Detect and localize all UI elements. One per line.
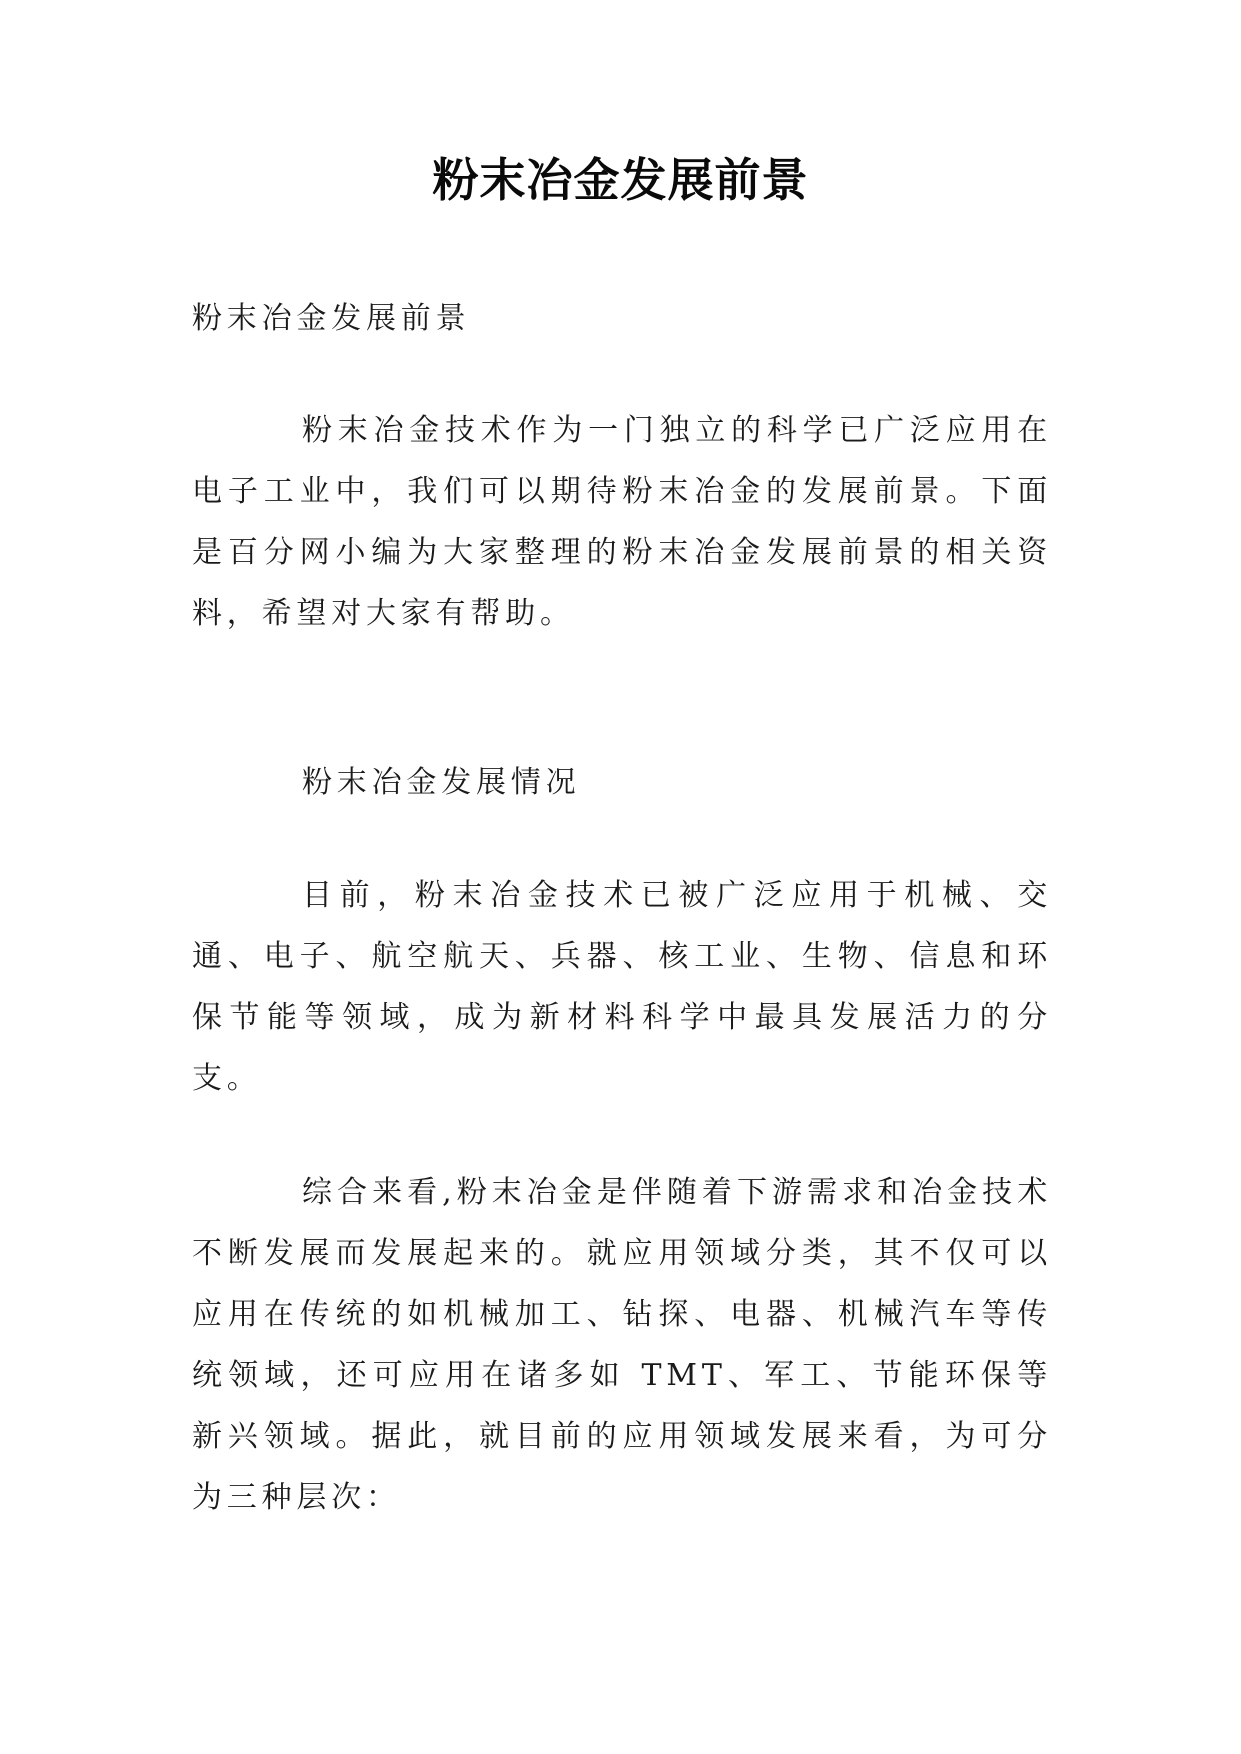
intro-paragraph: 粉末冶金技术作为一门独立的科学已广泛应用在电子工业中，我们可以期待粉末冶金的发展前景。下面是百分网小编为大家整理的粉末冶金发展前景的相关资料，希望对大家有帮助。 (192, 413, 1052, 631)
body-paragraph: 目前，粉末冶金技术已被广泛应用于机械、交通、电子、航空航天、兵器、核工业、生物、信息和环保节能等领域，成为新材料科学中最具发展活力的分支。 (192, 878, 1052, 1096)
document-subtitle: 粉末冶金发展前景 (192, 301, 471, 336)
body-paragraph: 综合来看,粉末冶金是伴随着下游需求和冶金技术不断发展而发展起来的。就应用领域分类，其不仅可以应用在传统的如机械加工、钻探、电器、机械汽车等传统领域，还可应用在诸多如 TMT、军工、节能环保等新兴领域。据此，就目前的应用领域发展来看，为可分为三种层次： (192, 1175, 1052, 1515)
section-heading: 粉末冶金发展情况 (302, 765, 581, 800)
document-title: 粉末冶金发展前景 (432, 153, 809, 207)
